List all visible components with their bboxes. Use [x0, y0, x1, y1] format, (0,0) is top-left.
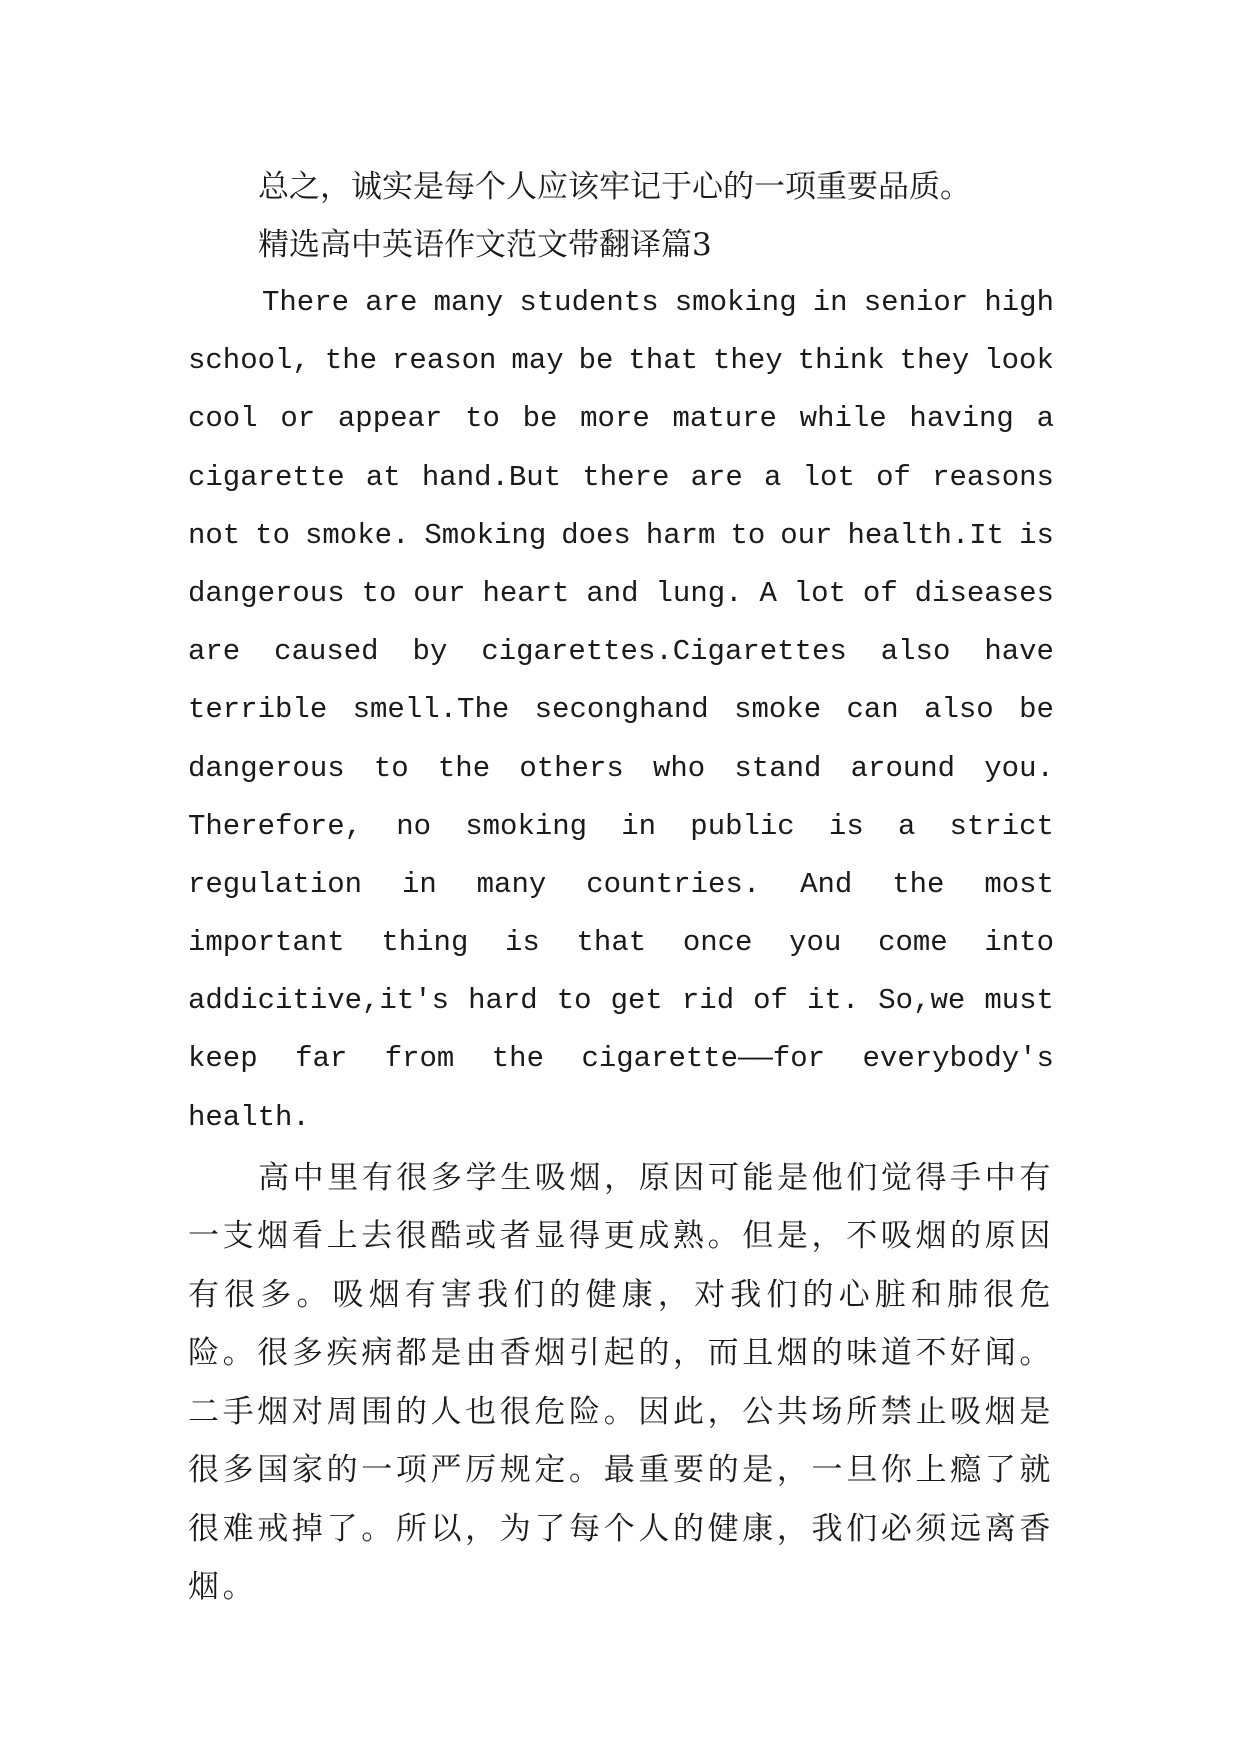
- english-word: many: [476, 867, 547, 901]
- english-word: of: [753, 984, 788, 1018]
- english-word: lot: [802, 460, 855, 494]
- english-word: others: [519, 751, 624, 785]
- english-word: to: [373, 751, 409, 785]
- english-word: cigarettes.Cigarettes: [481, 635, 847, 669]
- english-word: into: [984, 926, 1054, 960]
- english-word: the: [491, 1042, 544, 1076]
- english-word: important: [188, 926, 345, 960]
- english-word: countries.: [586, 867, 761, 901]
- english-word: students: [519, 286, 659, 319]
- english-word: lot: [793, 576, 846, 610]
- english-word: also: [880, 635, 951, 669]
- english-word: And: [800, 867, 853, 901]
- english-word: to: [730, 518, 766, 552]
- english-word: must: [984, 984, 1054, 1018]
- english-word: dangerous: [188, 576, 345, 610]
- english-word: once: [682, 926, 753, 960]
- english-word: in: [621, 809, 657, 843]
- english-word: smoking: [465, 809, 588, 843]
- english-word: hand.But: [421, 460, 562, 494]
- english-word: regulation: [188, 867, 363, 901]
- english-word: while: [799, 402, 887, 436]
- english-word: from: [384, 1042, 455, 1076]
- english-word: of: [876, 460, 911, 494]
- english-word: far: [295, 1042, 348, 1076]
- english-word: and: [586, 576, 639, 610]
- english-word: health.: [188, 1100, 310, 1134]
- english-word: in: [401, 867, 437, 901]
- section-heading: 精选高中英语作文范文带翻译篇3: [258, 227, 712, 263]
- english-word: they: [899, 344, 970, 378]
- english-word: seconghand: [534, 693, 709, 727]
- english-word: having: [909, 402, 1014, 436]
- english-word: you: [789, 926, 842, 960]
- english-line: [188, 274, 1054, 332]
- english-word: you.: [984, 751, 1054, 785]
- english-word: addicitive,it's: [188, 984, 450, 1018]
- english-word: a: [897, 809, 916, 843]
- english-word: may: [511, 344, 564, 378]
- english-word: who: [652, 751, 706, 785]
- english-word: thing: [381, 926, 469, 960]
- english-line: [188, 623, 1054, 681]
- document-body: [188, 158, 1054, 1617]
- english-word: public: [690, 809, 795, 843]
- english-word: stand: [734, 751, 822, 785]
- english-line: [188, 565, 1054, 623]
- english-word: at: [365, 460, 401, 494]
- english-word: to: [255, 518, 291, 552]
- english-word: So,we: [878, 984, 966, 1018]
- english-word: a: [1036, 402, 1054, 436]
- english-word: senior: [863, 286, 969, 319]
- english-word: a: [764, 460, 782, 494]
- english-word: smell.The: [352, 693, 510, 727]
- english-word: is: [1019, 518, 1054, 552]
- english-word: cigarette——for: [581, 1042, 826, 1076]
- english-line: [188, 449, 1054, 507]
- english-word: dangerous: [188, 751, 345, 785]
- english-word: Smoking: [424, 518, 547, 552]
- english-word: smoke.: [305, 518, 410, 552]
- english-word: be: [578, 344, 614, 378]
- english-word: come: [878, 926, 948, 960]
- english-line: [188, 972, 1054, 1030]
- english-word: are: [690, 460, 743, 494]
- english-word: by: [412, 635, 448, 669]
- english-word: it.: [807, 984, 860, 1018]
- english-word: to: [361, 576, 397, 610]
- english-line: [188, 1089, 1054, 1147]
- english-word: reasons: [932, 460, 1054, 494]
- english-line: [188, 856, 1054, 914]
- english-word: Therefore,: [188, 809, 363, 843]
- english-word: reason: [392, 344, 497, 378]
- english-word: mature: [672, 402, 777, 436]
- english-line: [188, 740, 1054, 798]
- english-word: keep: [188, 1042, 258, 1076]
- english-word: There: [262, 286, 350, 319]
- english-word: heart: [482, 576, 570, 610]
- english-line: [188, 681, 1054, 739]
- english-word: in: [812, 286, 848, 319]
- english-word: around: [850, 751, 956, 785]
- english-word: also: [924, 693, 994, 727]
- english-word: of: [862, 576, 898, 610]
- english-word: most: [984, 867, 1054, 901]
- english-word: or: [280, 402, 316, 436]
- english-word: our: [780, 518, 833, 552]
- english-word: appear: [337, 402, 443, 436]
- english-essay: [188, 274, 1054, 1147]
- english-word: the: [324, 344, 378, 378]
- english-word: cigarette: [188, 460, 345, 494]
- english-word: are: [188, 635, 241, 669]
- english-word: not: [188, 518, 241, 552]
- english-word: terrible: [188, 693, 328, 727]
- english-word: can: [846, 693, 899, 727]
- english-word: get: [610, 984, 663, 1018]
- english-line: [188, 390, 1054, 448]
- english-word: everybody's: [862, 1042, 1054, 1076]
- english-word: more: [580, 402, 650, 436]
- english-word: have: [984, 635, 1054, 669]
- english-word: school,: [188, 344, 310, 378]
- english-word: cool: [188, 402, 258, 436]
- english-line: [188, 1030, 1054, 1088]
- conclusion-line: 总之，诚实是每个人应该牢记于心的一项重要品质。: [258, 169, 971, 205]
- english-word: high: [984, 286, 1054, 319]
- english-word: that: [576, 926, 647, 960]
- english-word: does: [561, 518, 631, 552]
- english-word: lung.: [655, 576, 743, 610]
- english-word: the: [437, 751, 491, 785]
- english-word: smoke: [734, 693, 822, 727]
- english-line: [188, 914, 1054, 972]
- english-word: they: [713, 344, 783, 378]
- english-word: smoking: [674, 286, 797, 319]
- english-word: be: [522, 402, 558, 436]
- english-word: A: [759, 576, 777, 610]
- english-word: is: [828, 809, 864, 843]
- english-word: health.It: [847, 518, 1005, 552]
- english-word: strict: [949, 809, 1054, 843]
- english-word: look: [984, 344, 1054, 378]
- english-word: many: [433, 286, 504, 319]
- english-word: is: [505, 926, 540, 960]
- english-word: our: [413, 576, 466, 610]
- english-word: be: [1019, 693, 1054, 727]
- english-word: there: [582, 460, 670, 494]
- english-word: think: [797, 344, 885, 378]
- english-word: hard: [468, 984, 538, 1018]
- english-word: caused: [274, 635, 379, 669]
- english-word: harm: [645, 518, 716, 552]
- english-line: [188, 798, 1054, 856]
- english-line: [188, 507, 1054, 565]
- english-word: to: [556, 984, 592, 1018]
- english-word: to: [465, 402, 500, 436]
- english-line: [188, 332, 1054, 390]
- english-word: are: [365, 286, 418, 319]
- english-word: that: [628, 344, 699, 378]
- english-word: rid: [681, 984, 735, 1018]
- english-word: no: [396, 809, 432, 843]
- chinese-translation: 高中里有很多学生吸烟，原因可能是他们觉得手中有一支烟看上去很酷或者显得更成熟。但是，不吸烟的原因有很多。吸烟有害我们的健康，对我们的心脏和肺很危险。很多疾病都是由香烟引起的，而且烟的味道不好闻。二手烟对周围的人也很危险。因此，公共场所禁止吸烟是很多国家的一项严厉规定。最重要的是，一旦你上瘾了就很难戒掉了。所以，为了每个人的健康，我们必须远离香烟。: [188, 1159, 1054, 1606]
- english-word: the: [892, 867, 945, 901]
- english-word: diseases: [914, 576, 1054, 610]
